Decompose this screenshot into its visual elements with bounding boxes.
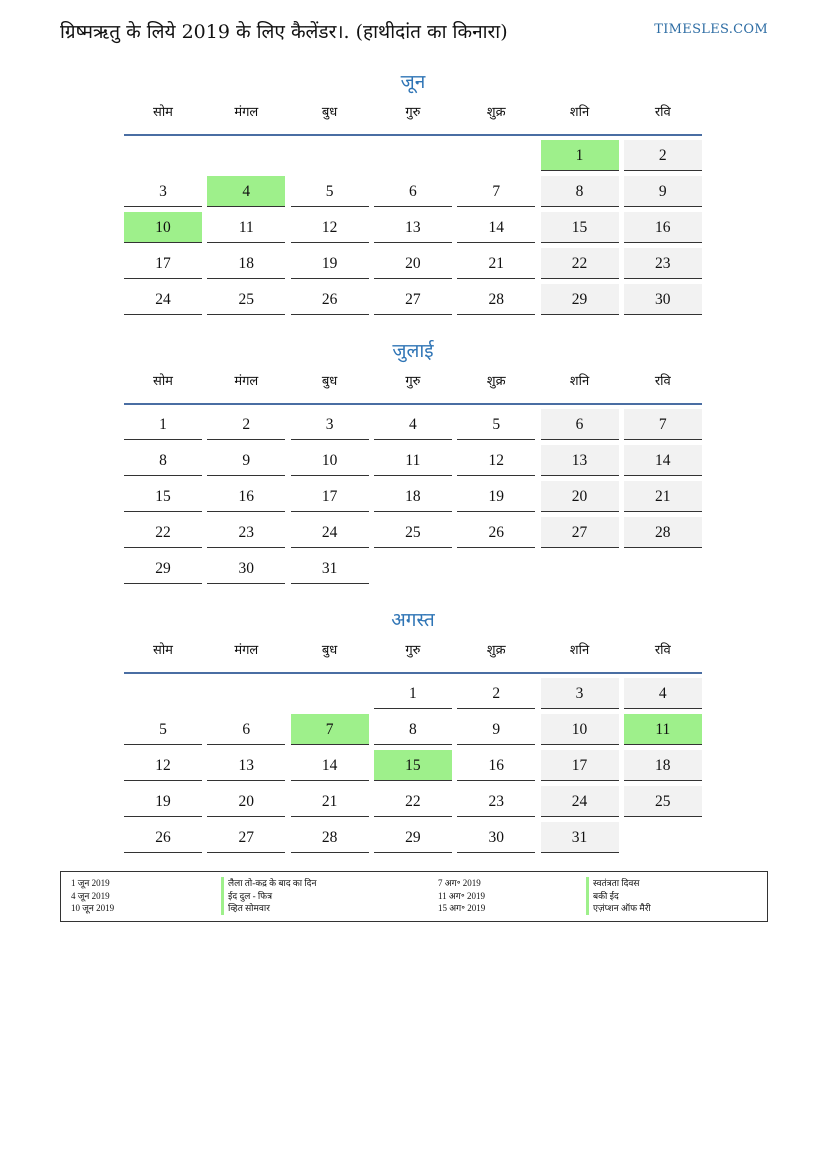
day-cell[interactable]: 31 bbox=[541, 822, 619, 853]
day-cell[interactable]: 26 bbox=[457, 517, 535, 548]
day-cell[interactable]: 11 bbox=[374, 445, 452, 476]
legend-date: 10 जून 2019 bbox=[71, 903, 115, 913]
day-cell[interactable]: 10 bbox=[541, 714, 619, 745]
day-cell[interactable]: 30 bbox=[457, 822, 535, 853]
day-cell[interactable]: 31 bbox=[291, 553, 369, 584]
day-cell[interactable]: 2 bbox=[457, 678, 535, 709]
day-cell[interactable]: 29 bbox=[374, 822, 452, 853]
day-cell[interactable]: 1 bbox=[124, 409, 202, 440]
day-cell[interactable]: 13 bbox=[374, 212, 452, 243]
day-cell[interactable]: 8 bbox=[541, 176, 619, 207]
legend-names-left bbox=[221, 877, 316, 915]
weekday-header bbox=[124, 98, 702, 136]
weekday-label: रवि bbox=[654, 105, 671, 120]
month-title: अगस्त bbox=[391, 609, 435, 631]
weekday-label: शुक्र bbox=[486, 374, 506, 389]
day-cell[interactable]: 11 bbox=[207, 212, 285, 243]
day-cell[interactable]: 23 bbox=[624, 248, 702, 279]
day-cell[interactable]: 8 bbox=[374, 714, 452, 745]
day-cell[interactable]: 22 bbox=[124, 517, 202, 548]
weekday-label: बुध bbox=[321, 643, 338, 658]
day-cell[interactable]: 29 bbox=[124, 553, 202, 584]
day-cell[interactable]: 6 bbox=[374, 176, 452, 207]
day-cell[interactable]: 15 bbox=[541, 212, 619, 243]
legend-date: 15 अग॰ 2019 bbox=[438, 903, 486, 913]
weekday-label: मंगल bbox=[234, 105, 259, 120]
day-cell[interactable]: 15 bbox=[124, 481, 202, 512]
day-cell[interactable]: 22 bbox=[541, 248, 619, 279]
day-cell[interactable]: 6 bbox=[541, 409, 619, 440]
weekday-label: गुरु bbox=[405, 105, 421, 120]
day-cell[interactable]: 14 bbox=[291, 750, 369, 781]
month-title: जुलाई bbox=[392, 340, 434, 362]
legend-holiday-name: एज़ंप्शन ऑफ मैरी bbox=[586, 902, 651, 915]
day-cell[interactable]: 20 bbox=[541, 481, 619, 512]
day-cell[interactable]: 16 bbox=[457, 750, 535, 781]
day-cell[interactable]: 19 bbox=[291, 248, 369, 279]
day-cell[interactable]: 14 bbox=[457, 212, 535, 243]
month-june bbox=[124, 68, 702, 320]
weekday-label: बुध bbox=[321, 374, 338, 389]
holiday-day-cell[interactable]: 11 bbox=[624, 714, 702, 745]
holiday-day-cell[interactable]: 7 bbox=[291, 714, 369, 745]
day-cell[interactable]: 9 bbox=[624, 176, 702, 207]
day-cell[interactable]: 17 bbox=[291, 481, 369, 512]
day-cell[interactable]: 10 bbox=[291, 445, 369, 476]
legend-dates-right bbox=[438, 877, 485, 915]
day-cell[interactable]: 5 bbox=[291, 176, 369, 207]
day-cell[interactable]: 5 bbox=[457, 409, 535, 440]
day-cell[interactable]: 26 bbox=[291, 284, 369, 315]
day-cell[interactable]: 21 bbox=[457, 248, 535, 279]
day-cell[interactable]: 13 bbox=[541, 445, 619, 476]
day-cell[interactable]: 6 bbox=[207, 714, 285, 745]
day-cell[interactable]: 12 bbox=[291, 212, 369, 243]
weekday-label: रवि bbox=[654, 643, 671, 658]
holiday-day-cell[interactable]: 1 bbox=[541, 140, 619, 171]
day-cell[interactable]: 14 bbox=[624, 445, 702, 476]
day-cell[interactable]: 21 bbox=[624, 481, 702, 512]
day-cell[interactable]: 25 bbox=[374, 517, 452, 548]
page-title: ग्रिष्मऋतु के लिये 2019 के लिए कैलेंडर।. (हाथीदांत का किनारा) bbox=[60, 21, 508, 43]
day-cell[interactable]: 16 bbox=[207, 481, 285, 512]
day-cell[interactable]: 9 bbox=[207, 445, 285, 476]
weekday-label: बुध bbox=[321, 105, 338, 120]
day-cell[interactable]: 25 bbox=[624, 786, 702, 817]
day-cell[interactable]: 3 bbox=[541, 678, 619, 709]
legend-holiday-name: व्हित सोमवार bbox=[221, 902, 316, 915]
weekday-label: सोम bbox=[153, 105, 173, 120]
day-cell[interactable]: 3 bbox=[291, 409, 369, 440]
day-cell[interactable]: 29 bbox=[541, 284, 619, 315]
legend-date: 7 अग॰ 2019 bbox=[438, 878, 481, 888]
legend-date: 11 अग॰ 2019 bbox=[438, 890, 485, 901]
day-grid bbox=[124, 674, 702, 858]
day-cell[interactable]: 16 bbox=[624, 212, 702, 243]
month-july bbox=[124, 337, 702, 589]
page-header bbox=[60, 18, 768, 46]
day-cell[interactable]: 3 bbox=[124, 176, 202, 207]
day-cell[interactable]: 30 bbox=[207, 553, 285, 584]
holiday-day-cell[interactable]: 4 bbox=[207, 176, 285, 207]
legend-holiday-name: लैला तो-कद्र के बाद का दिन bbox=[221, 877, 316, 890]
weekday-label: शुक्र bbox=[486, 105, 506, 120]
day-cell[interactable]: 28 bbox=[457, 284, 535, 315]
day-cell[interactable]: 19 bbox=[457, 481, 535, 512]
legend-holiday-name: स्वतंत्रता दिवस bbox=[586, 877, 651, 890]
day-cell[interactable]: 4 bbox=[374, 409, 452, 440]
month-august bbox=[124, 606, 702, 858]
weekday-label: सोम bbox=[153, 643, 173, 658]
legend-holiday-name: बकी ईद bbox=[586, 890, 651, 903]
day-cell[interactable]: 2 bbox=[624, 140, 702, 171]
legend-date: 4 जून 2019 bbox=[71, 890, 110, 901]
day-cell[interactable]: 25 bbox=[207, 284, 285, 315]
weekday-label: सोम bbox=[153, 374, 173, 389]
day-cell[interactable]: 28 bbox=[291, 822, 369, 853]
day-cell[interactable]: 4 bbox=[624, 678, 702, 709]
day-cell[interactable]: 17 bbox=[124, 248, 202, 279]
day-grid bbox=[124, 405, 702, 589]
day-cell[interactable]: 2 bbox=[207, 409, 285, 440]
day-cell[interactable]: 27 bbox=[541, 517, 619, 548]
weekday-label: मंगल bbox=[234, 643, 259, 658]
legend-dates-left bbox=[71, 877, 114, 915]
day-cell[interactable]: 24 bbox=[541, 786, 619, 817]
weekday-label: रवि bbox=[654, 374, 671, 389]
day-cell[interactable]: 27 bbox=[374, 284, 452, 315]
weekday-label: गुरु bbox=[405, 374, 421, 389]
site-link[interactable]: TIMESLES.COM bbox=[654, 22, 768, 37]
weekday-label: गुरु bbox=[405, 643, 421, 658]
day-cell[interactable]: 30 bbox=[624, 284, 702, 315]
holiday-day-cell[interactable]: 15 bbox=[374, 750, 452, 781]
day-cell[interactable]: 20 bbox=[374, 248, 452, 279]
day-cell[interactable]: 1 bbox=[374, 678, 452, 709]
day-cell[interactable]: 21 bbox=[291, 786, 369, 817]
day-cell[interactable]: 8 bbox=[124, 445, 202, 476]
day-grid bbox=[124, 136, 702, 320]
day-cell[interactable]: 17 bbox=[541, 750, 619, 781]
day-cell[interactable]: 18 bbox=[207, 248, 285, 279]
holiday-day-cell[interactable]: 10 bbox=[124, 212, 202, 243]
day-cell[interactable]: 7 bbox=[624, 409, 702, 440]
day-cell[interactable]: 28 bbox=[624, 517, 702, 548]
day-cell[interactable]: 23 bbox=[457, 786, 535, 817]
day-cell[interactable]: 24 bbox=[124, 284, 202, 315]
weekday-header bbox=[124, 636, 702, 674]
holiday-legend bbox=[60, 871, 768, 922]
weekday-label: मंगल bbox=[234, 374, 259, 389]
day-cell[interactable]: 9 bbox=[457, 714, 535, 745]
weekday-label: शनि bbox=[569, 105, 590, 120]
weekday-label: शनि bbox=[569, 643, 590, 658]
day-cell[interactable]: 23 bbox=[207, 517, 285, 548]
weekday-header bbox=[124, 367, 702, 405]
day-cell[interactable]: 20 bbox=[207, 786, 285, 817]
day-cell[interactable]: 19 bbox=[124, 786, 202, 817]
day-cell[interactable]: 13 bbox=[207, 750, 285, 781]
legend-names-right bbox=[586, 877, 651, 915]
legend-date: 1 जून 2019 bbox=[71, 878, 110, 888]
day-cell[interactable]: 18 bbox=[624, 750, 702, 781]
legend-holiday-name: ईद दुल - फित्र bbox=[221, 890, 316, 903]
weekday-label: शनि bbox=[569, 374, 590, 389]
day-cell[interactable]: 12 bbox=[457, 445, 535, 476]
day-cell[interactable]: 12 bbox=[124, 750, 202, 781]
day-cell[interactable]: 5 bbox=[124, 714, 202, 745]
day-cell[interactable]: 18 bbox=[374, 481, 452, 512]
weekday-label: शुक्र bbox=[486, 643, 506, 658]
day-cell[interactable]: 24 bbox=[291, 517, 369, 548]
month-title: जून bbox=[400, 71, 426, 93]
day-cell[interactable]: 22 bbox=[374, 786, 452, 817]
day-cell[interactable]: 26 bbox=[124, 822, 202, 853]
day-cell[interactable]: 7 bbox=[457, 176, 535, 207]
day-cell[interactable]: 27 bbox=[207, 822, 285, 853]
